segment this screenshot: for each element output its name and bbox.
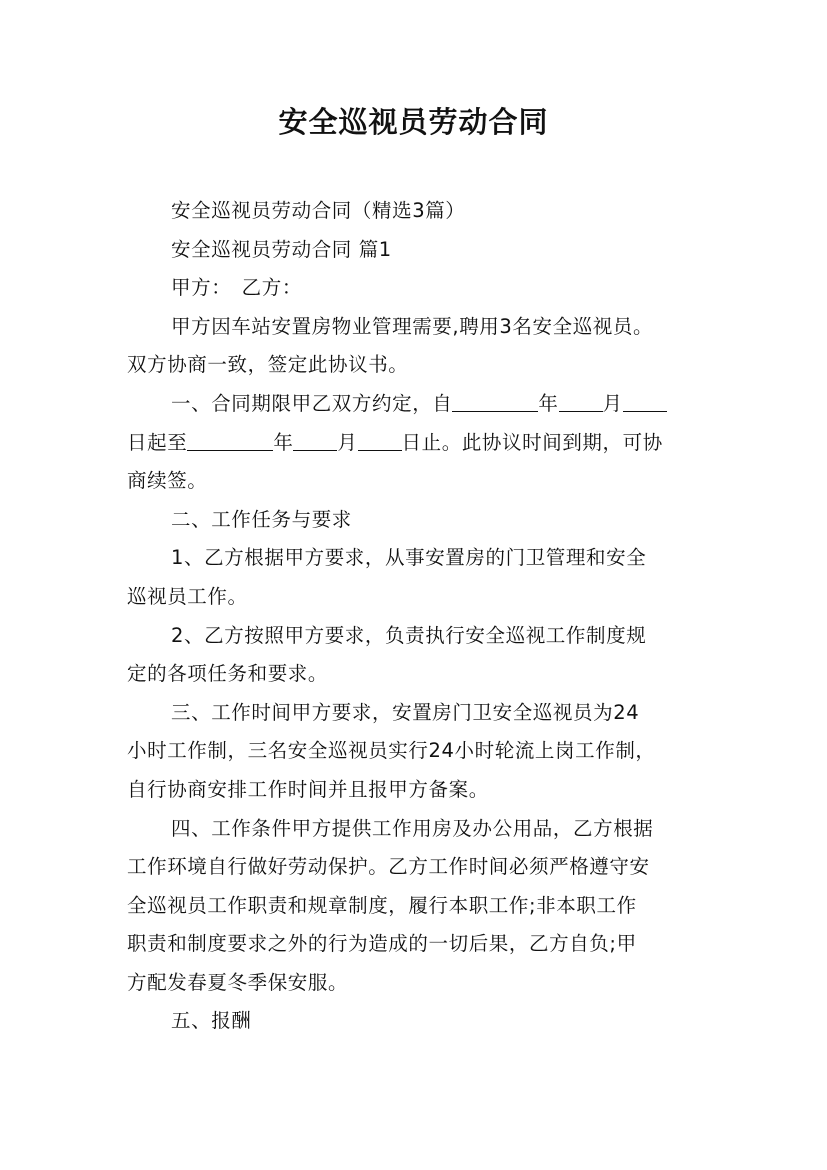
duties-heading: 二、工作任务与要求 [171, 507, 352, 531]
document-body [127, 192, 705, 1041]
document-subtitle: 安全巡视员劳动合同（精选3篇） [171, 199, 466, 222]
hours-clause-line: 自行协商安排工作时间并且报甲方备案。 [127, 777, 489, 801]
blank-start-month [559, 389, 603, 412]
duty-item-line: 定的各项任务和要求。 [127, 662, 329, 686]
hours-clause-line: 小时工作制，三名安全巡视员实行24小时轮流上岗工作制， [127, 739, 656, 763]
month-label: 月 [337, 430, 358, 454]
term-clause-line [127, 424, 705, 463]
duty-item-line: 2、乙方按照甲方要求，负责执行安全巡视工作制度规 [171, 623, 647, 647]
term-clause-text: 一、合同期限甲乙双方约定，自 [171, 391, 453, 415]
year-label: 年 [538, 391, 559, 415]
blank-end-day [358, 428, 402, 451]
conditions-clause-line: 工作环境自行做好劳动保护。乙方工作时间必须严格遵守安 [127, 855, 650, 879]
conditions-clause-line: 方配发春夏冬季保安服。 [127, 970, 349, 994]
conditions-clause-line: 四、工作条件甲方提供工作用房及办公用品，乙方根据 [171, 816, 654, 840]
duty-item-line: 巡视员工作。 [127, 584, 248, 608]
intro-paragraph-line: 双方协商一致，签定此协议书。 [127, 353, 409, 377]
blank-start-day [623, 389, 667, 412]
month-label: 月 [602, 391, 623, 415]
section-heading: 安全巡视员劳动合同 篇1 [171, 237, 392, 261]
blank-end-year [187, 428, 273, 451]
blank-end-month [293, 428, 337, 451]
term-clause-line [127, 385, 705, 424]
blank-start-year [452, 389, 538, 412]
intro-paragraph-line: 甲方因车站安置房物业管理需要,聘用3名安全巡视员。 [171, 314, 654, 338]
document-title: 安全巡视员劳动合同 [278, 105, 549, 139]
day-end-label: 日止。此协议时间到期，可协 [401, 430, 663, 454]
day-start-label: 日起至 [127, 430, 188, 454]
conditions-clause-line: 全巡视员工作职责和规章制度，履行本职工作;非本职工作 [127, 893, 637, 917]
parties-line: 甲方： 乙方： [171, 276, 302, 300]
year-label: 年 [273, 430, 294, 454]
duty-item-line: 1、乙方根据甲方要求，从事安置房的门卫管理和安全 [171, 546, 647, 570]
term-clause-line: 商续签。 [127, 469, 208, 493]
conditions-clause-line: 职责和制度要求之外的行为造成的一切后果，乙方自负;甲 [127, 932, 637, 956]
pay-heading: 五、报酬 [171, 1009, 252, 1033]
hours-clause-line: 三、工作时间甲方要求，安置房门卫安全巡视员为24 [171, 700, 640, 724]
